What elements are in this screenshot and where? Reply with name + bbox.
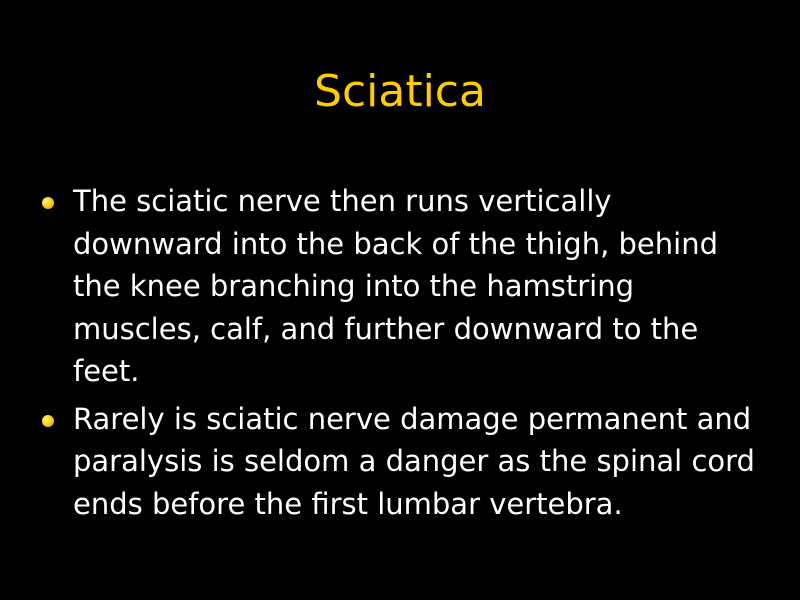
bullet-item xyxy=(40,398,770,526)
bullet-text: The sciatic nerve then runs vertically downward into the back of the thigh, behind the knee branching into the hamstring muscles, calf, and further downward to the feet. xyxy=(73,184,718,388)
bullet-list xyxy=(40,180,770,530)
bullet-item xyxy=(40,180,770,393)
bullet-dot-icon xyxy=(42,197,54,209)
slide-title: Sciatica xyxy=(314,66,486,117)
bullet-dot-icon xyxy=(42,415,54,427)
bullet-text: Rarely is sciatic nerve damage permanent and paralysis is seldom a danger as the spinal cord ends before the first lumbar vertebra. xyxy=(73,401,755,521)
